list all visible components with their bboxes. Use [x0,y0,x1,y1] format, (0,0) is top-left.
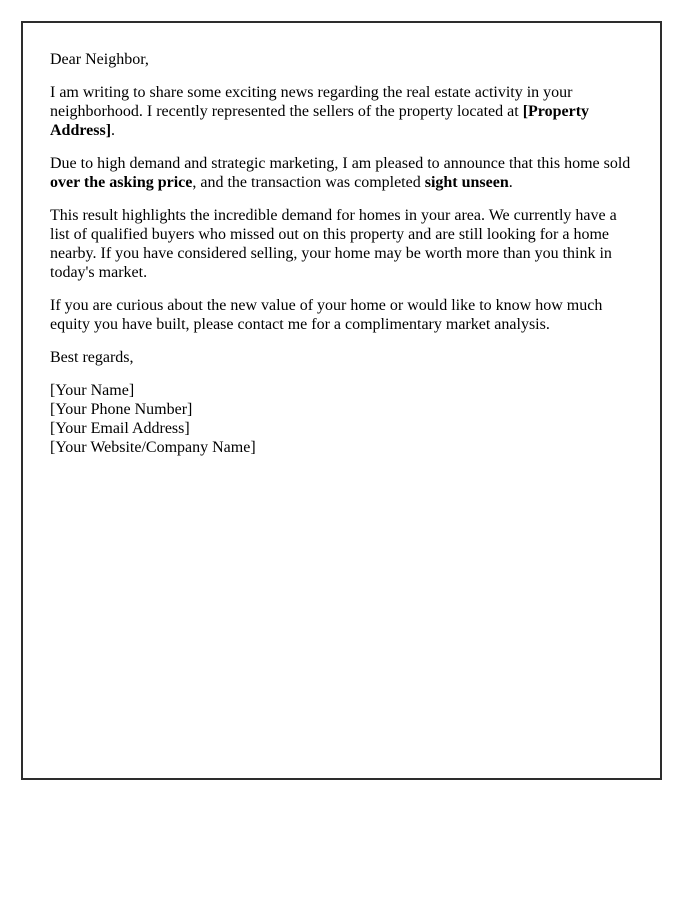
paragraph-announcement-end: . [508,174,513,191]
paragraph-announcement-text: Due to high demand and strategic marketing, I am pleased to announce that this home sold [50,155,631,172]
paragraph-intro-end: . [111,122,116,139]
closing [50,348,633,367]
salutation-text: Dear Neighbor, [50,51,149,68]
signature-name: [Your Name] [50,382,135,399]
letter-body [50,50,633,457]
paragraph-cta-text: If you are curious about the new value of your home or would like to know how much equity you have built, please contact me for a complimentary market analysis. [50,297,603,333]
property-address-placeholder: [Property Address] [50,103,590,139]
salutation [50,50,633,69]
paragraph-cta [50,296,633,334]
signature-website: [Your Website/Company Name] [50,439,256,456]
sight-unseen-bold: sight unseen [424,174,509,191]
letter-page [21,21,662,780]
closing-text: Best regards, [50,349,134,366]
paragraph-announcement [50,154,633,192]
paragraph-demand-text: This result highlights the incredible demand for homes in your area. We currently have a list of qualified buyers who missed out on this property and are still looking for a home nearby. If you have considered selling, your home may be worth more than you think in today's market. [50,207,617,281]
paragraph-demand [50,206,633,282]
paragraph-announcement-mid: , and the transaction was completed [192,174,425,191]
paragraph-intro-text: I am writing to share some exciting news regarding the real estate activity in your neighborhood. I recently represented the sellers of the property located at [50,84,573,120]
signature-block [50,381,633,457]
over-asking-price-bold: over the asking price [50,174,193,191]
paragraph-intro [50,83,633,140]
signature-email: [Your Email Address] [50,420,190,437]
signature-phone: [Your Phone Number] [50,401,193,418]
